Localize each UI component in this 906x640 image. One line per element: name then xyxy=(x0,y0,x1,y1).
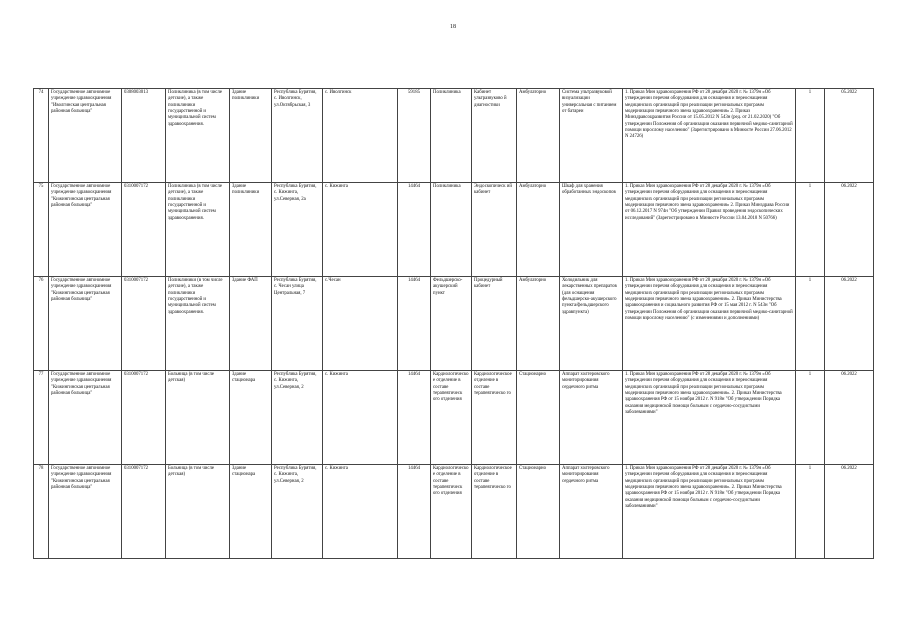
room: Кардиологическое отделение в составе терапевтическо го xyxy=(472,465,517,559)
organization-code: 0308003013 xyxy=(122,89,166,183)
room: Процедурный кабинет xyxy=(472,277,517,371)
equipment-name: Холодильник для лекарственных препаратов (для оснащения фельдшерско-акушерского пункта/фельдшерского здравпункта) xyxy=(560,277,623,371)
population: 14464 xyxy=(398,277,431,371)
table-row xyxy=(34,89,874,183)
organization-name: Государственное автономное учреждение здравоохранения "Кижингинская центральная районная больница" xyxy=(49,371,122,465)
building-type: Здание стационара xyxy=(230,465,272,559)
address: Республика Бурятия, с. Кижинга, ул.Северная, 2 xyxy=(272,465,323,559)
row-number: 78 xyxy=(34,465,49,559)
care-condition: Стационарно xyxy=(517,465,560,559)
building-type: Здание стационара xyxy=(230,371,272,465)
facility-type: Поликлиника (в том числе детские), а также поликлиники государственной и муниципальной систем здравоохранения. xyxy=(166,183,230,277)
organization-name: Государственное автономное учреждение здравоохранения "Иволгинская центральная районная больница" xyxy=(49,89,122,183)
legal-basis: 1. Приказ Мин здравоохранения РФ от 28 декабря 2020 г. № 1379н «Об утверждении перечня оборудования для оснащения и переоснащения медицинских организаций при реализации региональных программ модернизации первичного звена здравоохранения». 2. Приказ Министерства здравоохранения РФ от 15 ноября 2012 г. N 918н "Об утверждении Порядка оказания медицинской помощи больным с сердечно-сосудистыми заболеваниями" xyxy=(623,465,796,559)
population: 14464 xyxy=(398,371,431,465)
legal-basis: 1. Приказ Мин здравоохранения РФ от 28 декабря 2020 г. № 1379н «Об утверждении перечня оборудования для оснащения и переоснащения медицинских организаций при реализации региональных программ модернизации первичного звена здравоохранения». 2. Приказ Министерства здравоохранения РФ от 15 ноября 2012 г. N 918н "Об утверждении Порядка оказания медицинской помощи больным с сердечно-сосудистыми заболеваниями" xyxy=(623,371,796,465)
care-condition: Амбулаторно xyxy=(517,183,560,277)
delivery-date: 06.2022 xyxy=(825,465,874,559)
building-type: Здание поликлиники xyxy=(230,89,272,183)
legal-basis: 1. Приказ Мин здравоохранения РФ от 28 декабря 2020 г. № 1379н «Об утверждении перечня оборудования для оснащения и переоснащения медицинских организаций при реализации региональных программ модернизации первичного звена здравоохранения» 2. Приказ Минздрава России от 06.12.2017 N 974н "Об утверждении Правил проведения эндоскопических исследований" (Зарегистрировано в Минюсте России 13.04.2018 N 50766) xyxy=(623,183,796,277)
locality: с. Кижинга xyxy=(323,465,398,559)
legal-basis: 1. Приказ Мин здравоохранения РФ от 28 декабря 2020 г. № 1379н «Об утверждении перечня оборудования для оснащения и переоснащения медицинских организаций при реализации региональных программ модернизации первичного звена здравоохранения» 2. Приказ Минздравсоцразвития России от 15.05.2012 N 543н (ред. от 21.02.2020) "Об утверждении Положения об организации оказания первичной медико-санитарной помощи взрослому населению" (Зарегистрировано в Минюсте России 27.06.2012 N 24726) xyxy=(623,89,796,183)
division: Поликлиника xyxy=(431,89,472,183)
population: 14464 xyxy=(398,183,431,277)
room: Эндоскопическ ий кабинет xyxy=(472,183,517,277)
locality: с.Чесан xyxy=(323,277,398,371)
equipment-name: Аппарат холтеровского мониторирования сердечного ритма xyxy=(560,371,623,465)
address: Республика Бурятия, с. Кижинга, ул.Северная, 2 xyxy=(272,371,323,465)
division: Кардиологическое отделение в составе терапевтическ ого отделения xyxy=(431,371,472,465)
address: Республика Бурятия, с. Чесан улица Центральная, 7 xyxy=(272,277,323,371)
care-condition: Стационарно xyxy=(517,371,560,465)
locality: с. Кижинга xyxy=(323,183,398,277)
table-row xyxy=(34,183,874,277)
quantity: 1 xyxy=(796,465,825,559)
building-type: Здание поликлиники xyxy=(230,183,272,277)
building-type: Здание ФАП xyxy=(230,277,272,371)
quantity: 1 xyxy=(796,89,825,183)
population: 59185 xyxy=(398,89,431,183)
address: Республика Бурятия, с. Кижинга, ул.Северная, 2а xyxy=(272,183,323,277)
delivery-date: 06.2022 xyxy=(825,183,874,277)
division: Поликлиника xyxy=(431,183,472,277)
organization-code: 0310007172 xyxy=(122,277,166,371)
organization-code: 0310007172 xyxy=(122,371,166,465)
facility-type: Больница (в том числе детская) xyxy=(166,465,230,559)
row-number: 74 xyxy=(34,89,49,183)
locality: с. Кижинга xyxy=(323,371,398,465)
organization-name: Государственное автономное учреждение здравоохранения "Кижингинская центральная районная больница" xyxy=(49,465,122,559)
care-condition: Амбулаторно xyxy=(517,277,560,371)
delivery-date: 06.2022 xyxy=(825,277,874,371)
organization-name: Государственное автономное учреждение здравоохранения "Кижингинская центральная районная больница" xyxy=(49,183,122,277)
address: Республика Бурятия, с. Иволгинск, ул.Октябрьская, 3 xyxy=(272,89,323,183)
table-row xyxy=(34,371,874,465)
organization-code: 0310007172 xyxy=(122,465,166,559)
row-number: 77 xyxy=(34,371,49,465)
legal-basis: 1. Приказ Мин здравоохранения РФ от 28 декабря 2020 г. № 1379н «Об утверждении перечня оборудования для оснащения и переоснащения медицинских организаций при реализации региональных программ модернизации первичного звена здравоохранения». 2. Приказ Министерства здравоохранения и социального развития РФ от 15 мая 2012 г. N 543н "Об утверждении Положения об организации оказания первичной медико-санитарной помощи взрослому населению" (с изменениями и дополнениями) xyxy=(623,277,796,371)
facility-type: Поликлиника (в том числе детские), а также поликлиники государственной и муниципальной систем здравоохранения. xyxy=(166,89,230,183)
equipment-table xyxy=(33,88,874,559)
organization-name: Государственное автономное учреждение здравоохранения "Кижингинская центральная районная больница" xyxy=(49,277,122,371)
locality: с. Иволгинск xyxy=(323,89,398,183)
row-number: 75 xyxy=(34,183,49,277)
equipment-name: Система ультразвуковой визуализации универсальная с питанием от батареи xyxy=(560,89,623,183)
organization-code: 0310007172 xyxy=(122,183,166,277)
quantity: 1 xyxy=(796,371,825,465)
facility-type: Поликлиники (в том числе детские), а также поликлиники государственной и муниципальной систем здравоохранения. xyxy=(166,277,230,371)
table-row xyxy=(34,465,874,559)
population: 14464 xyxy=(398,465,431,559)
quantity: 1 xyxy=(796,277,825,371)
quantity: 1 xyxy=(796,183,825,277)
page-number: 18 xyxy=(450,24,456,30)
equipment-name: Шкаф для хранения обработанных эндоскопов xyxy=(560,183,623,277)
care-condition: Амбулаторно xyxy=(517,89,560,183)
delivery-date: 05.2022 xyxy=(825,89,874,183)
division: Кардиологическое отделение в составе терапевтическ ого отделения xyxy=(431,465,472,559)
facility-type: Больница (в том числе детская) xyxy=(166,371,230,465)
room: Кабинет ультразвуково й диагностики xyxy=(472,89,517,183)
equipment-name: Аппарат холтеровского мониторирования сердечного ритма xyxy=(560,465,623,559)
delivery-date: 06.2022 xyxy=(825,371,874,465)
table-row xyxy=(34,277,874,371)
division: Фельдшерско-акушерский пункт xyxy=(431,277,472,371)
room: Кардиологическое отделение в составе терапевтическо го xyxy=(472,371,517,465)
row-number: 76 xyxy=(34,277,49,371)
